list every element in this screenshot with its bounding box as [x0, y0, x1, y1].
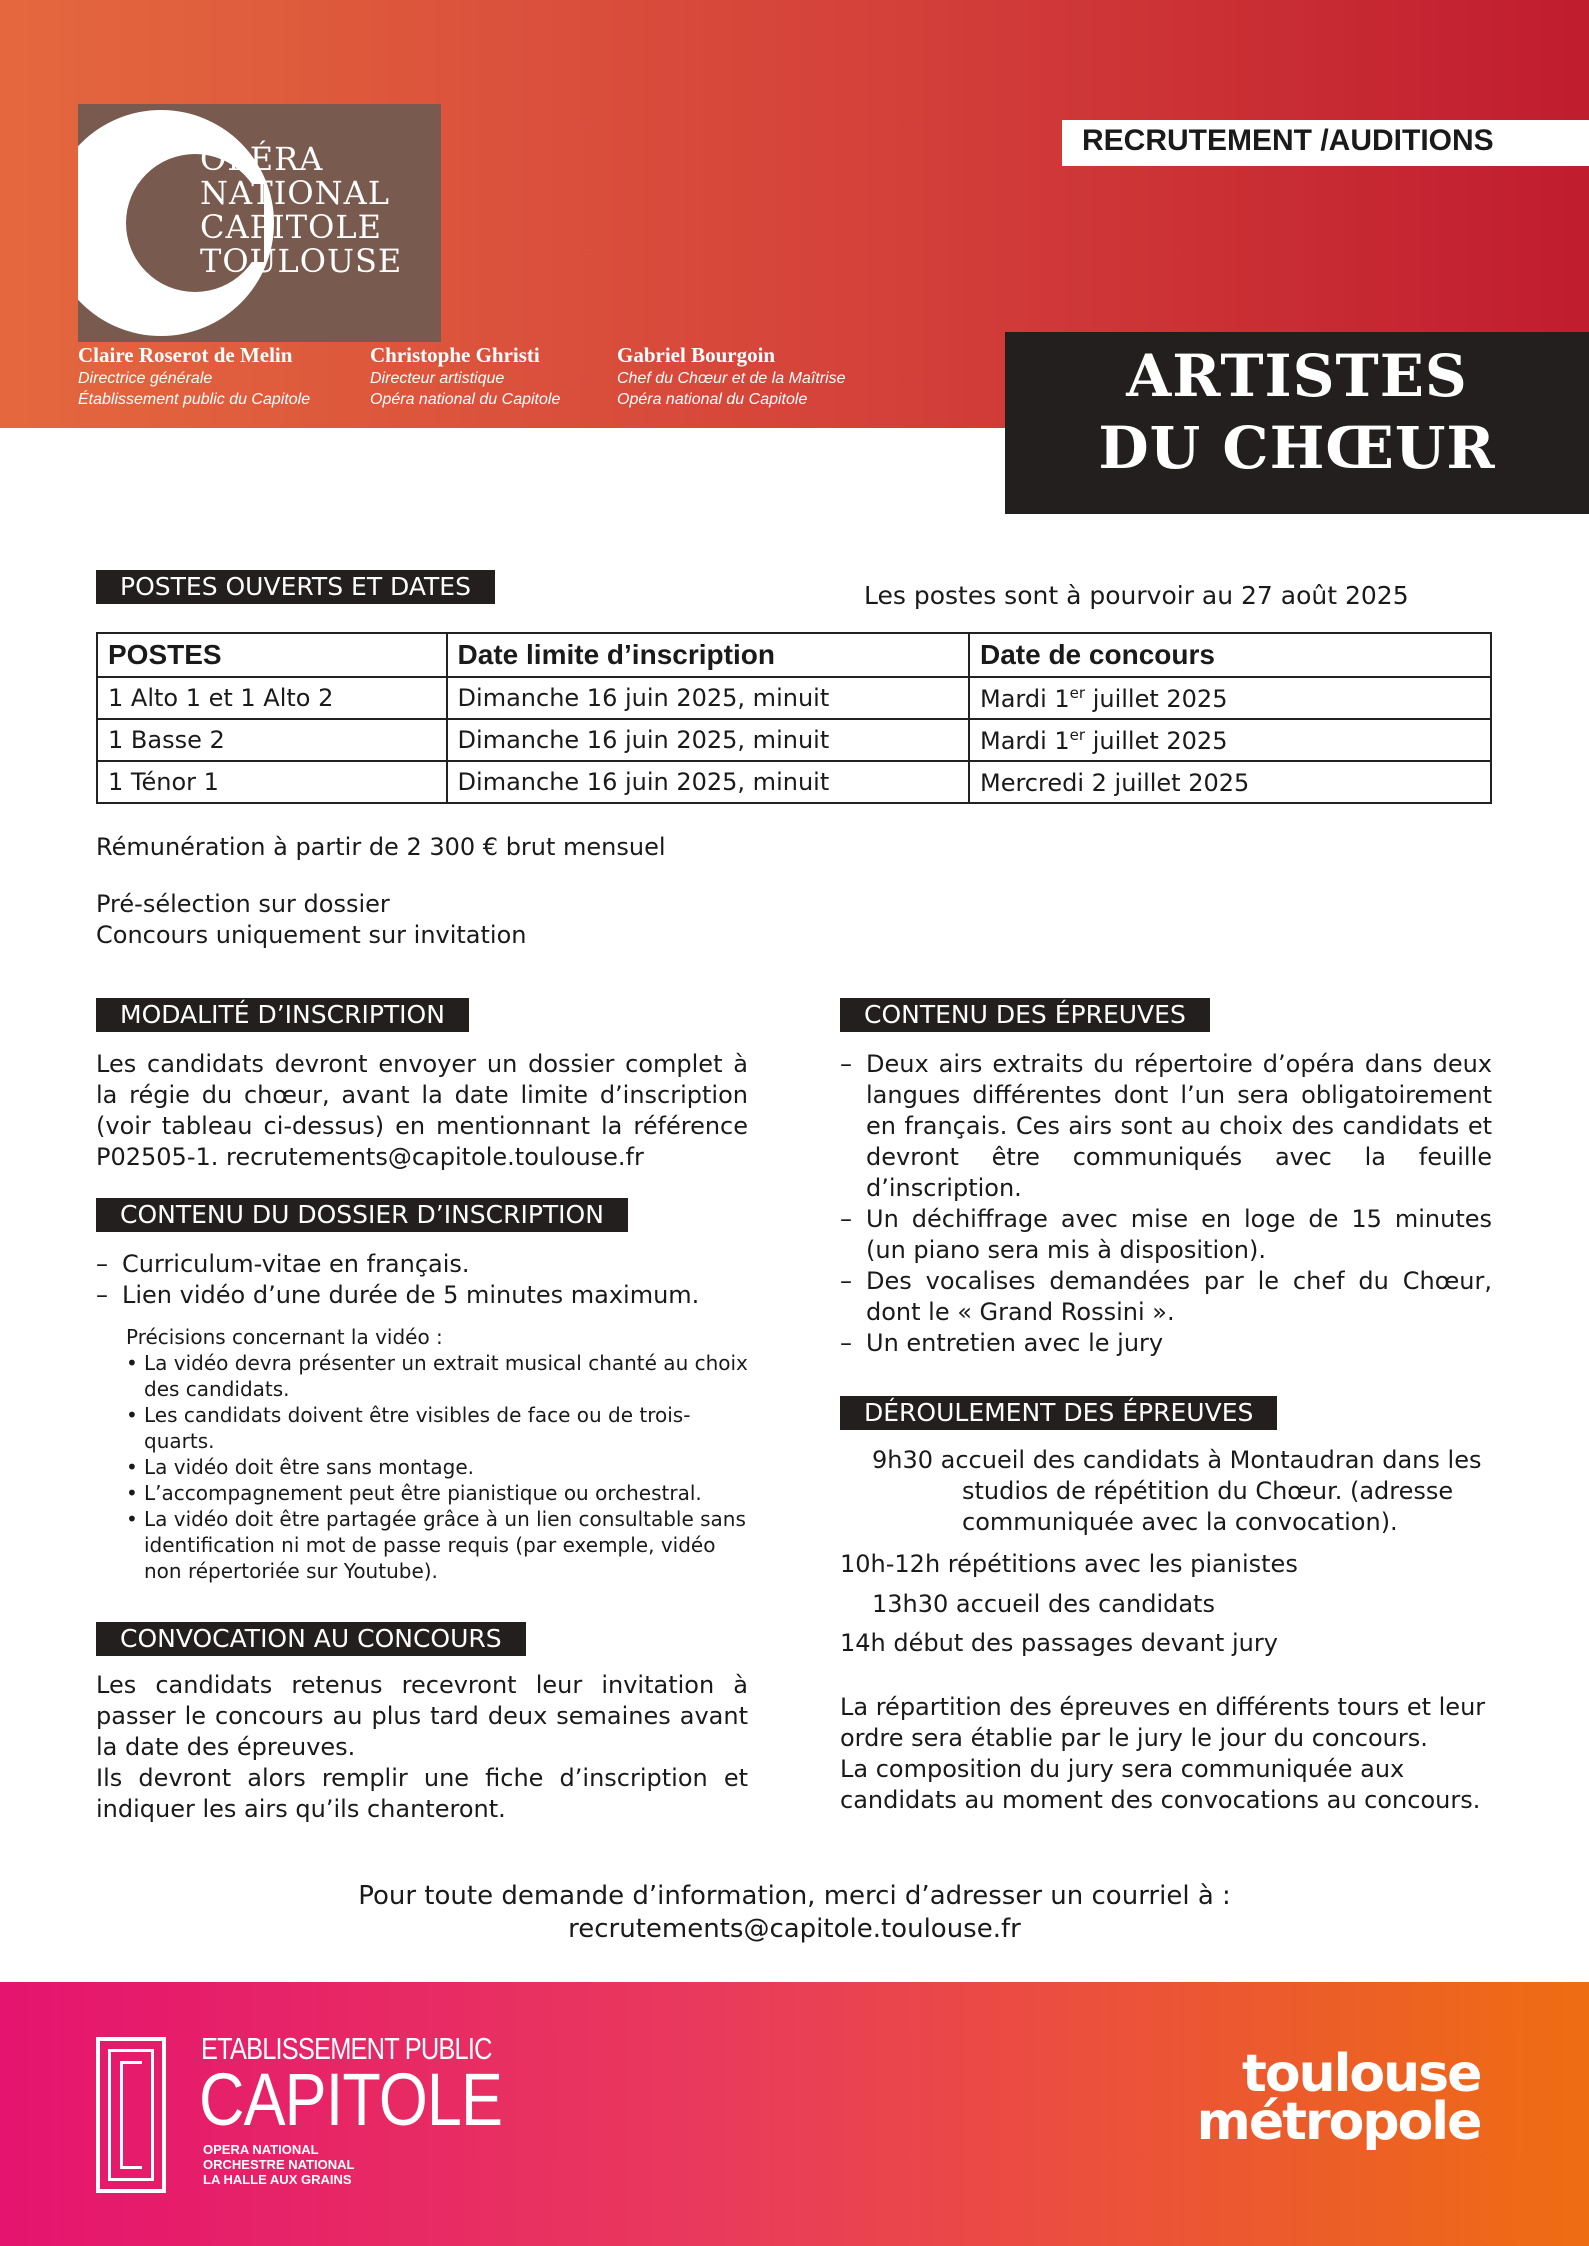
cell-poste: 1 Alto 1 et 1 Alto 2: [97, 677, 447, 719]
schedule-line-1b: studios de répétition du Chœur. (adresse: [962, 1477, 1454, 1505]
dossier-list: [96, 1249, 756, 1311]
cell-concours: [969, 719, 1491, 761]
tm-line-2: métropole: [1196, 2092, 1481, 2152]
precisions-title: Précisions concernant la vidéo :: [126, 1325, 443, 1349]
cell-limite: Dimanche 16 juin 2025, minuit: [447, 719, 969, 761]
staff-role-2a: Directeur artistique: [370, 370, 505, 387]
cell-poste: 1 Ténor 1: [97, 761, 447, 803]
schedule-line-4: 14h début des passages devant jury: [840, 1629, 1278, 1657]
epreuves-list: [840, 1049, 1492, 1359]
contact-line-1: Pour toute demande d’information, merci d’adresser un courriel à :: [358, 1881, 1231, 1911]
postes-note: Les postes sont à pourvoir au 27 août 2025: [864, 581, 1409, 610]
deroulement-paragraph: [840, 1692, 1500, 1816]
tm-line-1: toulouse: [1242, 2044, 1481, 2104]
logo-line-4: TOULOUSE: [200, 242, 403, 280]
cell-limite: Dimanche 16 juin 2025, minuit: [447, 677, 969, 719]
convocation-heading: CONVOCATION AU CONCOURS: [96, 1622, 526, 1656]
staff-role-3b: Opéra national du Capitole: [617, 391, 808, 408]
concours-invitation: Concours uniquement sur invitation: [96, 921, 527, 949]
postes-table: [96, 632, 1492, 804]
contact-email[interactable]: recrutements@capitole.toulouse.fr: [568, 1914, 1021, 1944]
schedule-line-2: 10h-12h répétitions avec les pianistes: [840, 1550, 1298, 1578]
table-header-row: [97, 633, 1491, 677]
staff-name-3: Gabriel Bourgoin: [617, 343, 776, 367]
cell-concours: [969, 761, 1491, 803]
modalite-heading: MODALITÉ D’INSCRIPTION: [96, 998, 469, 1032]
postes-heading: POSTES OUVERTS ET DATES: [96, 570, 495, 604]
staff-role-1a: Directrice générale: [78, 370, 213, 387]
staff-name-1: Claire Roserot de Melin: [78, 343, 293, 367]
col-header: Date de concours: [969, 633, 1491, 677]
staff-role-2b: Opéra national du Capitole: [370, 391, 561, 408]
deroulement-heading: DÉROULEMENT DES ÉPREUVES: [840, 1396, 1277, 1430]
preselection: Pré-sélection sur dossier: [96, 890, 390, 918]
list-item: • L’accompagnement peut être pianistique ou orchestral.: [126, 1480, 750, 1506]
dossier-heading: CONTENU DU DOSSIER D’INSCRIPTION: [96, 1198, 628, 1232]
col-header: Date limite d’inscription: [447, 633, 969, 677]
cell-concours-text: juillet 2025: [1085, 726, 1228, 755]
list-item: – Curriculum-vitae en français.: [96, 1249, 756, 1280]
cell-poste: 1 Basse 2: [97, 719, 447, 761]
toulouse-metropole-logo: [1132, 2044, 1481, 2152]
list-item: • La vidéo devra présenter un extrait musical chanté au choix des candidats.: [126, 1350, 750, 1402]
capitole-sub-2: ORCHESTRE NATIONAL: [203, 2157, 355, 2172]
cell-concours-text: Mardi 1: [979, 726, 1070, 755]
deroulement-para-2: La composition du jury sera communiquée aux candidats au moment des convocations au concours.: [840, 1755, 1481, 1814]
modalite-text: Les candidats devront envoyer un dossier complet à la régie du chœur, avant la date limite d’inscription (voir tableau ci-dessus) en mentionnant la référence P02505-1. recrutements@capitole.toulouse.fr: [96, 1050, 748, 1171]
recrutement-label: RECRUTEMENT /AUDITIONS: [1082, 124, 1494, 157]
cell-concours-sup: er: [1069, 725, 1086, 744]
schedule-line-3: 13h30 accueil des candidats: [872, 1590, 1215, 1618]
title-line-2: DU CHŒUR: [1098, 414, 1496, 482]
list-item: – Un déchiffrage avec mise en loge de 15 minutes (un piano sera mis à disposition).: [840, 1204, 1492, 1266]
title-line-1: ARTISTES: [1126, 342, 1468, 410]
cell-concours-text: juillet 2025: [1085, 684, 1228, 713]
table-row: [97, 761, 1491, 803]
precisions-block: [126, 1324, 750, 1584]
epreuves-heading: CONTENU DES ÉPREUVES: [840, 998, 1210, 1032]
list-item: – Lien vidéo d’une durée de 5 minutes maximum.: [96, 1280, 756, 1311]
remuneration: Rémunération à partir de 2 300 € brut mensuel: [96, 833, 666, 861]
list-item: – Un entretien avec le jury: [840, 1328, 1492, 1359]
cell-concours: [969, 677, 1491, 719]
capitole-sub-3: LA HALLE AUX GRAINS: [203, 2172, 352, 2187]
staff-role-3a: Chef du Chœur et de la Maîtrise: [617, 370, 846, 387]
list-item: – Deux airs extraits du répertoire d’opéra dans deux langues différentes dont l’un sera obligatoirement en français. Ces airs sont au choix des candidats et devront être communiqués avec la feuille d’inscription.: [840, 1049, 1492, 1204]
staff-name-2: Christophe Ghristi: [370, 343, 540, 367]
list-item: • La vidéo doit être partagée grâce à un lien consultable sans identification ni mot de passe requis (par exemple, vidéo non répertoriée sur Youtube).: [126, 1506, 750, 1584]
logo-line-2: NATIONAL: [200, 174, 390, 212]
convocation-text-2: Ils devront alors remplir une fiche d’inscription et indiquer les airs qu’ils chanteront.: [96, 1764, 748, 1823]
capitole-sub-1: OPERA NATIONAL: [203, 2142, 319, 2157]
staff-role-1b: Établissement public du Capitole: [78, 391, 311, 408]
cell-concours-text: Mercredi 2 juillet 2025: [979, 768, 1250, 797]
list-item: • La vidéo doit être sans montage.: [126, 1454, 750, 1480]
cell-concours-text: Mardi 1: [979, 684, 1070, 713]
cell-limite: Dimanche 16 juin 2025, minuit: [447, 761, 969, 803]
list-item: – Des vocalises demandées par le chef du Chœur, dont le « Grand Rossini ».: [840, 1266, 1492, 1328]
deroulement-para-1: La répartition des épreuves en différents tours et leur ordre sera établie par le jury le jour du concours.: [840, 1693, 1486, 1752]
list-item: • Les candidats doivent être visibles de face ou de trois-quarts.: [126, 1402, 750, 1454]
capitole-etab: ETABLISSEMENT PUBLIC: [201, 2031, 492, 2066]
convocation-text: [96, 1670, 748, 1825]
logo-line-1: OPÉRA: [200, 140, 324, 178]
table-row: [97, 719, 1491, 761]
logo-line-3: CAPITOLE: [200, 208, 382, 246]
schedule-line-1a: 9h30 accueil des candidats à Montaudran dans les: [872, 1446, 1482, 1474]
convocation-text-1: Les candidats retenus recevront leur invitation à passer le concours au plus tard deux semaines avant la date des épreuves.: [96, 1671, 748, 1761]
table-row: [97, 677, 1491, 719]
col-header: POSTES: [97, 633, 447, 677]
cell-concours-sup: er: [1069, 683, 1086, 702]
schedule-line-1c: communiquée avec la convocation).: [962, 1508, 1398, 1536]
capitole-name: CAPITOLE: [199, 2058, 503, 2141]
